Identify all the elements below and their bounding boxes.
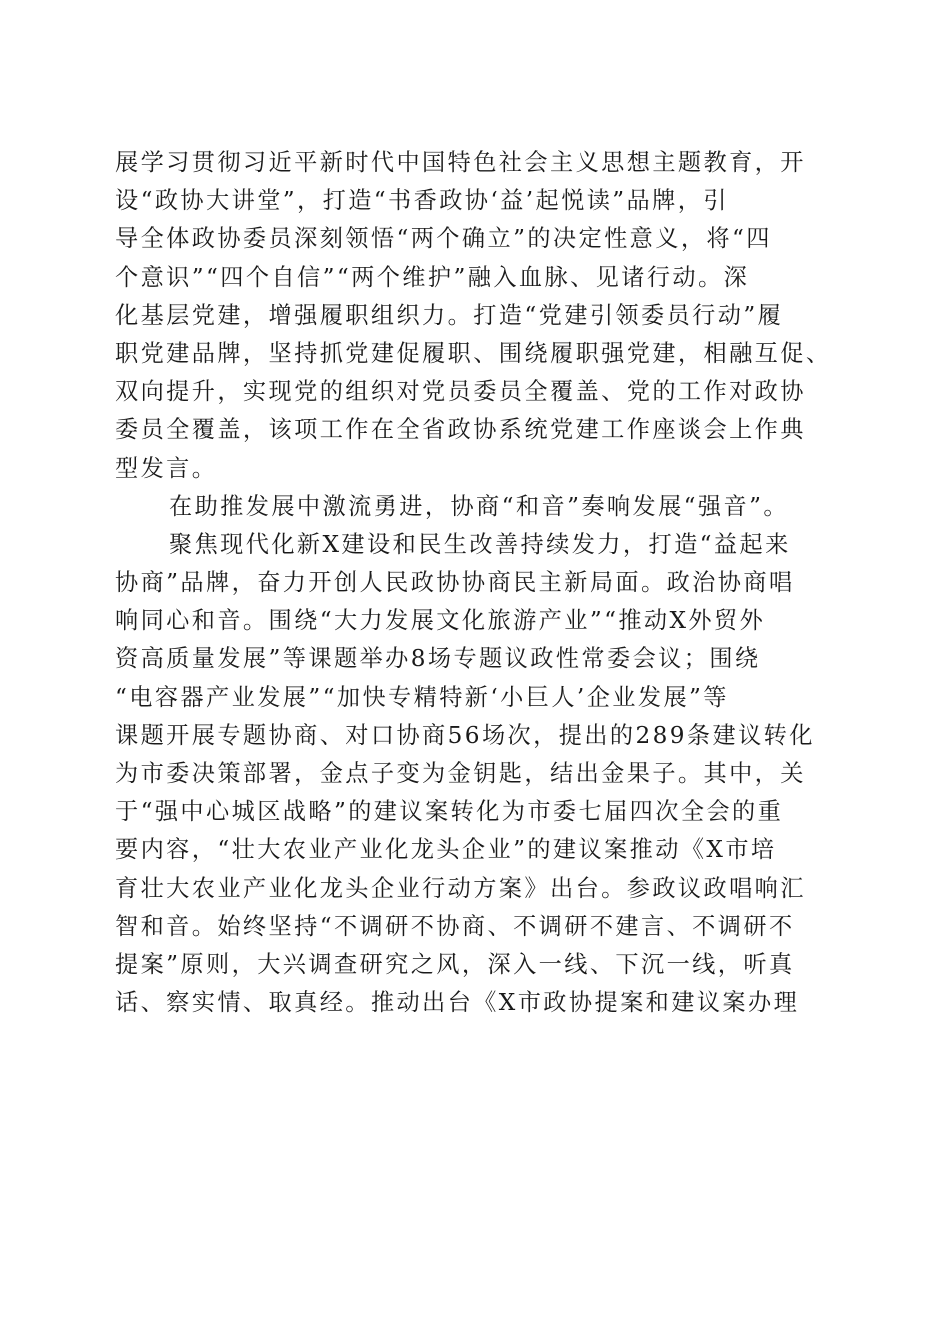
text-line: 协商”品牌，奋力开创人民政协协商民主新局面。政治协商唱: [115, 569, 795, 597]
text-line: 育壮大农业产业化龙头企业行动方案》出台。参政议政唱响汇: [115, 874, 806, 902]
text-line: “电容器产业发展”“加快专精特新‘小巨人’企业发展”等: [115, 683, 729, 711]
text-line: 于“强中心城区战略”的建议案转化为市委七届四次全会的重: [115, 798, 784, 826]
text-line: 资高质量发展”等课题举办8场专题议政性常委会议；围绕: [115, 645, 761, 673]
text-line: 双向提升，实现党的组织对党员委员全覆盖、党的工作对政协: [115, 378, 806, 406]
text-line: 展学习贯彻习近平新时代中国特色社会主义思想主题教育，开: [115, 149, 806, 176]
text-line: 委员全覆盖，该项工作在全省政协系统党建工作座谈会上作典: [115, 416, 806, 444]
text-line: 设“政协大讲堂”，打造“书香政协‘益’起悦读”品牌，引: [115, 187, 729, 215]
text-line: 课题开展专题协商、对口协商56场次，提出的289条建议转化: [115, 721, 815, 749]
paragraph-start-line: 聚焦现代化新X建设和民生改善持续发力，打造“益起来: [169, 530, 791, 558]
text-line: 个意识”“四个自信”“两个维护”融入血脉、见诸行动。深: [115, 263, 750, 291]
section-heading-line: 在助推发展中激流勇进，协商“和音”奏响发展“强音”。: [169, 492, 789, 520]
text-line: 提案”原则，大兴调查研究之风，深入一线、下沉一线，听真: [115, 950, 795, 978]
text-line: 智和音。始终坚持“不调研不协商、不调研不建言、不调研不: [115, 912, 795, 940]
text-line: 话、察实情、取真经。推动出台《X市政协提案和建议案办理: [115, 989, 800, 1017]
text-line: 职党建品牌，坚持抓党建促履职、围绕履职强党建，相融互促、: [115, 339, 832, 367]
text-line: 化基层党建，增强履职组织力。打造“党建引领委员行动”履: [115, 301, 784, 329]
text-line: 响同心和音。围绕“大力发展文化旅游产业”“推动X外贸外: [115, 607, 766, 635]
text-line: 型发言。: [115, 454, 218, 482]
text-line: 要内容，“壮大农业产业化龙头企业”的建议案推动《X市培: [115, 836, 777, 864]
document-page: [115, 144, 835, 1022]
text-line: 导全体政协委员深刻领悟“两个确立”的决定性意义，将“四: [115, 225, 772, 253]
text-line: 为市委决策部署，金点子变为金钥匙，结出金果子。其中，关: [115, 760, 806, 787]
